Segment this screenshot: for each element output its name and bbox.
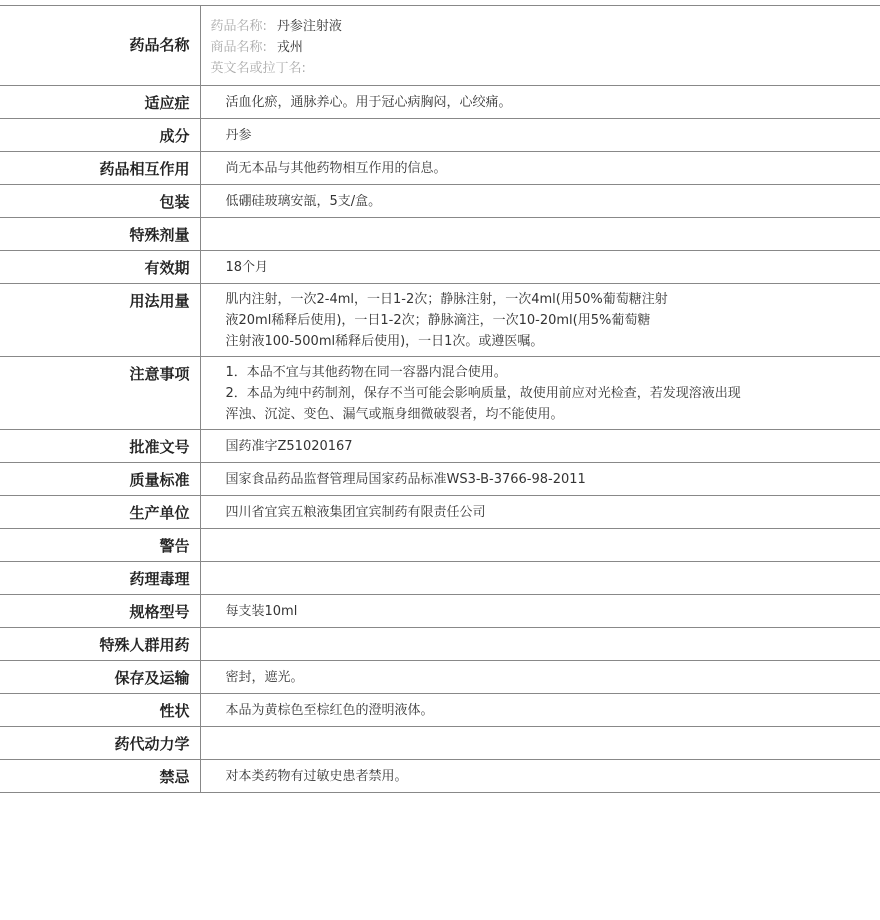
row-value <box>200 760 880 793</box>
latin-name-key: 英文名或拉丁名: <box>210 61 306 76</box>
row-value-line: 本品为黄棕色至棕红色的澄明液体。 <box>225 703 434 718</box>
row-value <box>200 628 880 661</box>
row-label: 成分 <box>0 119 200 152</box>
row-label: 用法用量 <box>0 284 200 357</box>
row-value <box>200 218 880 251</box>
row-label: 适应症 <box>0 86 200 119</box>
latin-name-line <box>211 58 880 79</box>
row-label: 规格型号 <box>0 595 200 628</box>
row-drug-names <box>0 6 880 86</box>
row-label: 禁忌 <box>0 760 200 793</box>
table-row <box>0 628 880 661</box>
row-value-line: 18个月 <box>225 260 269 275</box>
row-label: 注意事项 <box>0 357 200 430</box>
table-row <box>0 251 880 284</box>
table-row <box>0 463 880 496</box>
row-label: 药理毒理 <box>0 562 200 595</box>
row-value-line: 丹参 <box>225 128 252 143</box>
row-value-line: 国药准字Z51020167 <box>225 439 353 454</box>
row-value <box>200 152 880 185</box>
row-label: 生产单位 <box>0 496 200 529</box>
row-value <box>200 727 880 760</box>
row-value <box>200 595 880 628</box>
row-value-line: 对本类药物有过敏史患者禁用。 <box>225 769 408 784</box>
row-label: 有效期 <box>0 251 200 284</box>
row-label: 批准文号 <box>0 430 200 463</box>
table-row <box>0 562 880 595</box>
table-row <box>0 529 880 562</box>
table-row <box>0 357 880 430</box>
row-value <box>200 661 880 694</box>
row-label: 警告 <box>0 529 200 562</box>
row-value-line: 密封，遮光。 <box>225 670 304 685</box>
row-label: 保存及运输 <box>0 661 200 694</box>
row-value <box>200 357 880 430</box>
row-value <box>200 562 880 595</box>
row-value <box>200 529 880 562</box>
row-value <box>200 463 880 496</box>
table-row <box>0 595 880 628</box>
drug-names-cell <box>200 6 880 86</box>
row-value <box>200 430 880 463</box>
table-row <box>0 727 880 760</box>
drug-spec-table-body <box>0 6 880 793</box>
row-value <box>200 251 880 284</box>
table-row <box>0 694 880 727</box>
row-value-line: 肌内注射，一次2-4ml，一日1-2次；静脉注射，一次4ml(用50%葡萄糖注射 <box>225 292 668 307</box>
row-value <box>200 86 880 119</box>
row-value-line: 1．本品不宜与其他药物在同一容器内混合使用。 <box>225 365 507 380</box>
row-value-line: 低硼硅玻璃安瓿，5支/盒。 <box>225 194 382 209</box>
drug-spec-table <box>0 5 880 793</box>
row-value <box>200 119 880 152</box>
row-label: 质量标准 <box>0 463 200 496</box>
row-value-line: 2．本品为纯中药制剂，保存不当可能会影响质量，故使用前应对光检查，若发现溶液出现 <box>225 386 741 401</box>
table-row <box>0 119 880 152</box>
row-label: 药代动力学 <box>0 727 200 760</box>
row-value-line: 每支装10ml <box>225 604 298 619</box>
row-value <box>200 185 880 218</box>
generic-name-line <box>211 16 880 37</box>
table-row <box>0 86 880 119</box>
row-value <box>200 694 880 727</box>
table-row <box>0 152 880 185</box>
row-value-line: 国家食品药品监督管理局国家药品标准WS3-B-3766-98-2011 <box>225 472 586 487</box>
row-value-line: 注射液100-500ml稀释后使用)，一日1次。或遵医嘱。 <box>225 334 544 349</box>
row-value-line: 液20ml稀释后使用)，一日1-2次；静脉滴注，一次10-20ml(用5%葡萄糖 <box>225 313 651 328</box>
row-value <box>200 496 880 529</box>
row-label: 特殊人群用药 <box>0 628 200 661</box>
trade-name-value: 戎州 <box>276 40 303 55</box>
row-value-line: 四川省宜宾五粮液集团宜宾制药有限责任公司 <box>225 505 486 520</box>
generic-name-value: 丹参注射液 <box>276 19 342 34</box>
trade-name-line <box>211 37 880 58</box>
row-label: 包装 <box>0 185 200 218</box>
row-value <box>200 284 880 357</box>
row-label: 性状 <box>0 694 200 727</box>
row-value-line: 浑浊、沉淀、变色、漏气或瓶身细微破裂者，均不能使用。 <box>225 407 564 422</box>
table-row <box>0 760 880 793</box>
row-value-line: 尚无本品与其他药物相互作用的信息。 <box>225 161 447 176</box>
table-row <box>0 430 880 463</box>
generic-name-key: 药品名称: <box>210 19 267 34</box>
row-value-line: 活血化瘀，通脉养心。用于冠心病胸闷，心绞痛。 <box>225 95 512 110</box>
table-row <box>0 185 880 218</box>
table-row <box>0 284 880 357</box>
table-row <box>0 218 880 251</box>
row-label: 药品相互作用 <box>0 152 200 185</box>
row-label: 药品名称 <box>0 6 200 86</box>
table-row <box>0 496 880 529</box>
row-label: 特殊剂量 <box>0 218 200 251</box>
table-row <box>0 661 880 694</box>
trade-name-key: 商品名称: <box>210 40 267 55</box>
